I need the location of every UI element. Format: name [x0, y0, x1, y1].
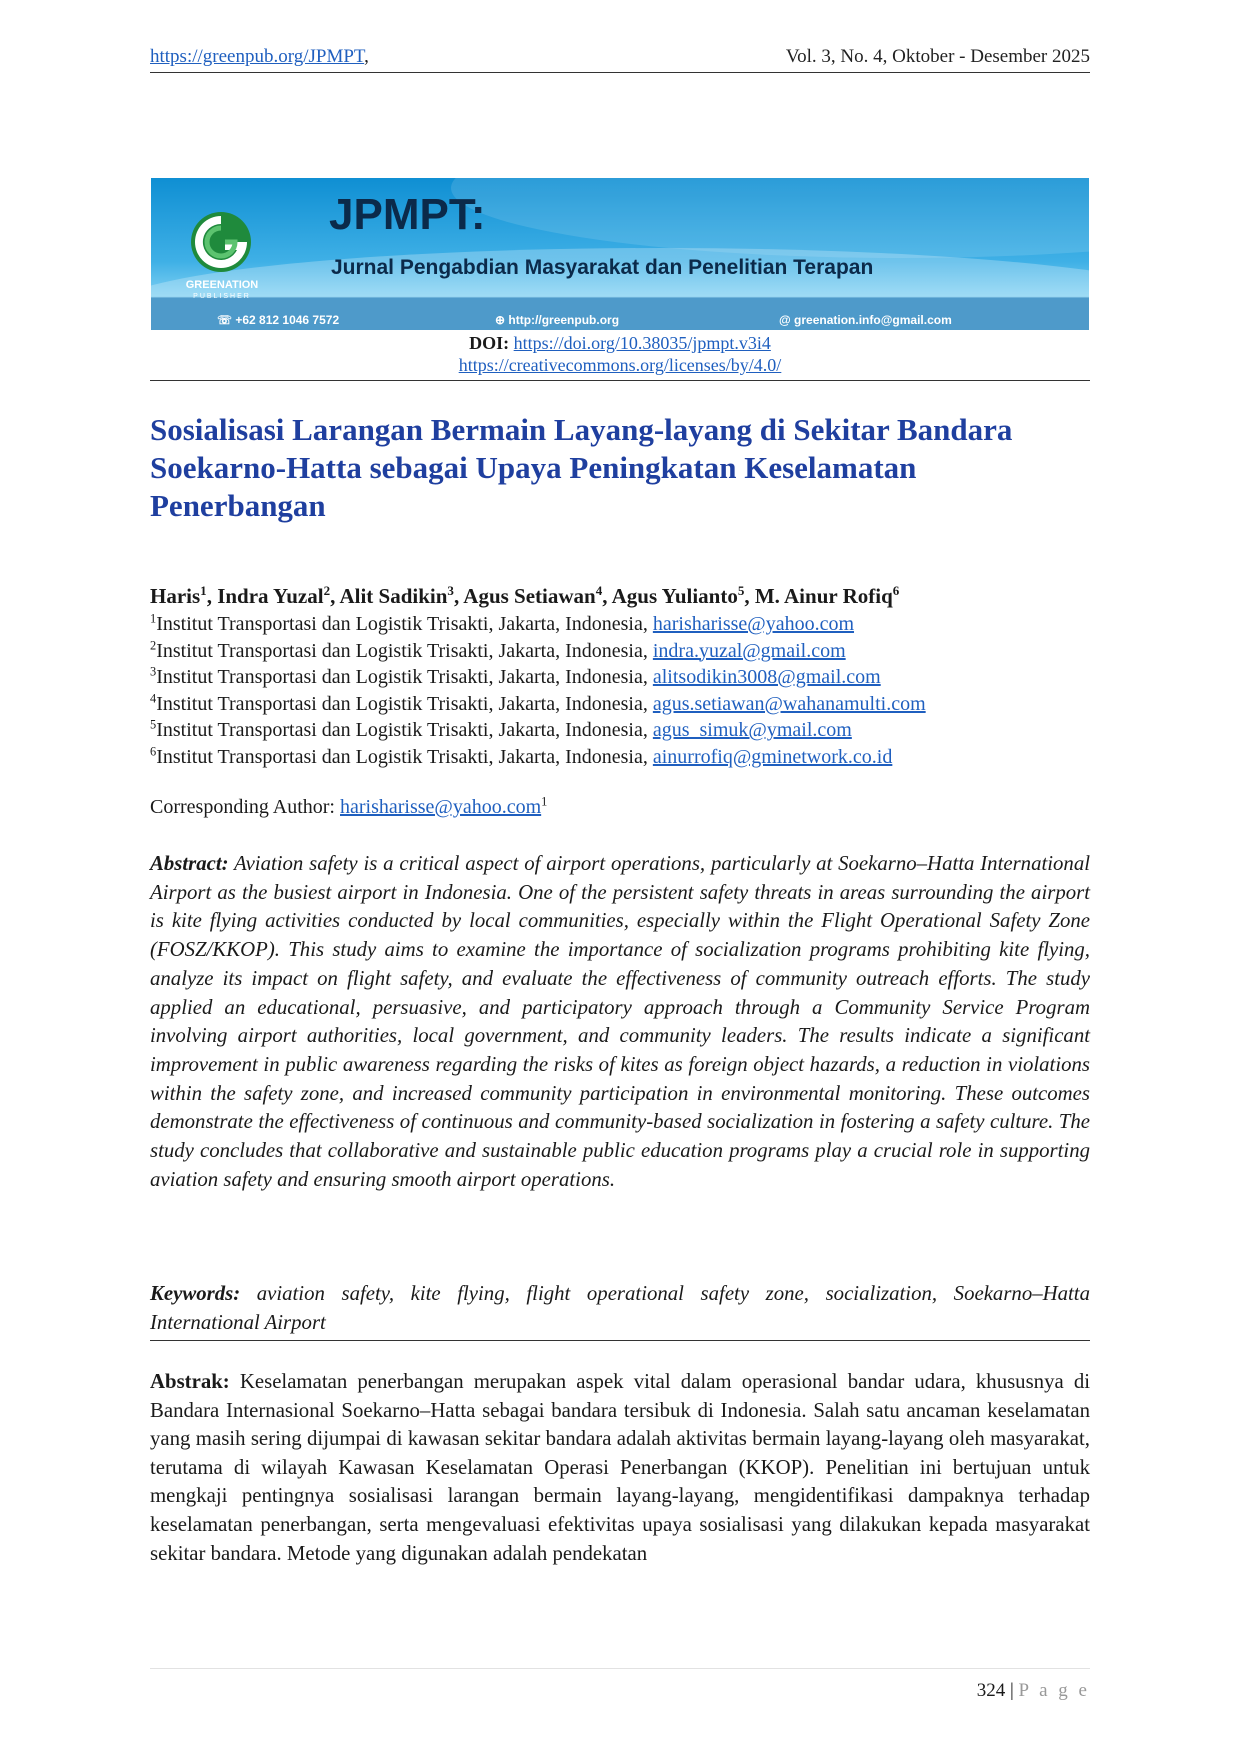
banner-contact-bar [151, 311, 1089, 330]
abstract [150, 850, 1090, 1194]
greenation-logo-icon [189, 210, 253, 274]
author-list [150, 584, 1090, 609]
banner-website: ⊕ http://greenpub.org [495, 313, 620, 327]
journal-url-line [150, 46, 369, 68]
author: Haris$^1$, [150, 583, 218, 608]
globe-icon: ⊕ [495, 313, 509, 327]
publisher-sub: PUBLISHER [193, 293, 251, 300]
author: M. Ainur Rofiq$^6$ [754, 583, 900, 608]
journal-url-suffix: , [364, 46, 369, 67]
divider [150, 380, 1090, 381]
publisher-label: GREENATION [185, 279, 259, 291]
keywords-label: Keywords: [150, 1282, 241, 1305]
author: Agus Setiawan$^4$, [463, 583, 612, 608]
abstract-text: Aviation safety is a critical aspect of airport operations, particularly at Soekarno–Hatta International Airport as the busiest airport in Indonesia. One of the persistent safety threats in areas surrounding the airport is kite flying activities conducted by local communities, especially within the Flight Operational Safety Zone (FOSZ/KKOP). This study aims to examine the importance of socialization programs prohibiting kite flying, analyze its impact on flight safety, and evaluate the effectiveness of community outreach efforts. The study applied an educational, persuasive, and participatory approach through a Community Service Program involving airport authorities, local government, and community leaders. The results indicate a significant improvement in public awareness regarding the risks of kites as foreign object hazards, a reduction in violations within the safety zone, and increased community participation in environmental monitoring. These outcomes demonstrate the effectiveness of continuous and community-based socialization in fostering a safety culture. The study concludes that collaborative and sustainable public education programs play a crucial role in supporting aviation safety and ensuring smooth airport operations. [150, 852, 1090, 1191]
corresponding-email-link[interactable]: harisharisse@yahoo.com [340, 796, 542, 818]
affiliation-email-link[interactable]: harisharisse@yahoo.com [652, 613, 855, 635]
running-header [150, 44, 1090, 73]
email-icon: @ [779, 313, 795, 327]
banner-title: JPMPT: [329, 190, 486, 239]
publisher-name [175, 280, 269, 302]
license-line [150, 354, 1090, 376]
affiliation: $^3$Institut Transportasi dan Logistik Trisakti, Jakarta, Indonesia, alitsodikin3008@gmail.com [150, 664, 881, 689]
affiliation: $^1$Institut Transportasi dan Logistik Trisakti, Jakarta, Indonesia, harisharisse@yahoo.com [150, 611, 855, 635]
affiliation-email-link[interactable]: agus.setiawan@wahanamulti.com [652, 692, 926, 715]
abstrak-label: Abstrak: [150, 1370, 230, 1393]
keywords [150, 1280, 1090, 1337]
page-number: 324 [976, 1680, 1006, 1701]
doi-label: DOI: [469, 333, 510, 353]
abstrak-text: Keselamatan penerbangan merupakan aspek vital dalam operasional bandar udara, khususnya di Bandara Internasional Soekarno–Hatta sebagai bandara tersibuk di Indonesia. Salah satu ancaman keselamatan yang masih sering dijumpai di kawasan sekitar bandara adalah aktivitas bermain layang-layang oleh masyarakat, terutama di wilayah Kawasan Keselamatan Operasi Penerbangan (KKOP). Penelitian ini bertujuan untuk mengkaji pentingnya sosialisasi larangan bermain layang-layang, mengidentifikasi dampaknya terhadap keselamatan penerbangan, serta mengevaluasi efektivitas upaya sosialisasi yang dilakukan kepada masyarakat sekitar bandara. Metode yang digunakan adalah pendekatan [150, 1370, 1090, 1565]
author: Agus Yulianto$^5$, [611, 583, 755, 608]
journal-url-link[interactable]: https://greenpub.org/JPMPT [150, 46, 365, 67]
page-label: P a g e [1018, 1680, 1090, 1701]
whatsapp-icon: ☏ [217, 313, 236, 327]
abstract-label: Abstract: [150, 852, 229, 875]
affiliation: $^4$Institut Transportasi dan Logistik Trisakti, Jakarta, Indonesia, agus.setiawan@wahanamulti.com [150, 691, 926, 715]
volume-info: Vol. 3, No. 4, Oktober - Desember 2025 [785, 46, 1090, 67]
affiliation-email-link[interactable]: indra.yuzal@gmail.com [652, 639, 846, 662]
corresponding-author: Corresponding Author: harisharisse@yahoo.com$^1$ [150, 794, 548, 818]
license-link[interactable]: https://creativecommons.org/licenses/by/4.0/ [458, 355, 782, 375]
footer-divider [150, 1668, 1090, 1669]
page-footer: 324 | P a g e [976, 1680, 1090, 1701]
affiliation-email-link[interactable]: alitsodikin3008@gmail.com [652, 666, 881, 689]
journal-banner [151, 178, 1089, 330]
keywords-text: aviation safety, kite flying, flight operational safety zone, socialization, Soekarno–Hatta International Airport [150, 1282, 1090, 1334]
doi-link[interactable]: https://doi.org/10.38035/jpmpt.v3i4 [513, 333, 771, 353]
author: Alit Sadikin$^3$, [339, 583, 464, 608]
doi-block [150, 332, 1090, 376]
banner-subtitle: Jurnal Pengabdian Masyarakat dan Penelitian Terapan [331, 256, 874, 279]
affiliation-email-link[interactable]: ainurrofiq@gminetwork.co.id [652, 745, 893, 768]
affiliation: $^6$Institut Transportasi dan Logistik Trisakti, Jakarta, Indonesia, ainurrofiq@gminetwork.co.id [150, 744, 893, 768]
abstrak [150, 1368, 1090, 1568]
affiliation-email-link[interactable]: agus_simuk@ymail.com [652, 719, 852, 742]
banner-phone: ☏ +62 812 1046 7572 [217, 313, 340, 327]
divider [150, 1340, 1090, 1341]
doi-line [150, 332, 1090, 354]
author: Indra Yuzal$^2$, [217, 583, 340, 608]
affiliation-list [150, 611, 1090, 771]
banner-email: @ greenation.info@gmail.com [779, 313, 952, 327]
paper-title: Sosialisasi Larangan Bermain Layang-layang di Sekitar Bandara Soekarno-Hatta sebagai Upaya Peningkatan Keselamatan Penerbangan [150, 412, 1013, 523]
affiliation: $^2$Institut Transportasi dan Logistik Trisakti, Jakarta, Indonesia, indra.yuzal@gmail.com [150, 637, 846, 662]
affiliation: $^5$Institut Transportasi dan Logistik Trisakti, Jakarta, Indonesia, agus_simuk@ymail.com [150, 717, 852, 742]
